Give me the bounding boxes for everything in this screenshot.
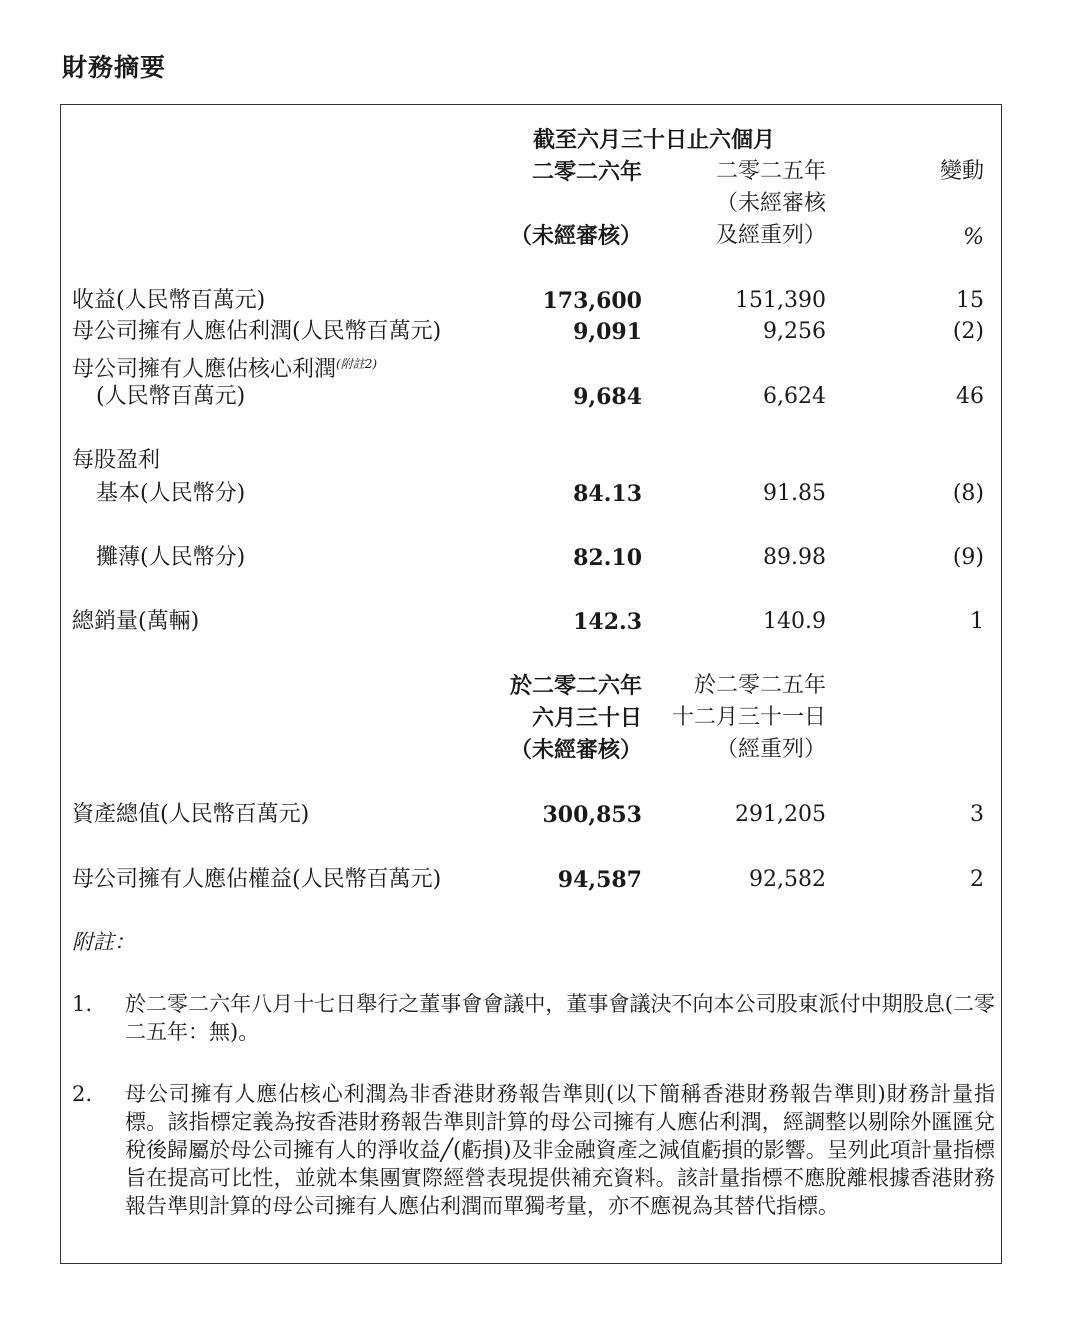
period-header: 截至六月三十日止六個月 — [533, 127, 776, 153]
row-change: 2 — [970, 867, 984, 892]
note-text: 於二零二六年八月十七日舉行之董事會會議中，董事會議決不向本公司股東派付中期股息(二零二五年：無)。 — [125, 992, 995, 1044]
row-value-2025: 89.98 — [763, 545, 826, 570]
notes-heading: 附註： — [72, 930, 135, 954]
header2-2026-l3: （未經審核） — [509, 737, 642, 763]
note-text: 母公司擁有人應佔核心利潤為非香港財務報告準則(以下簡稱香港財務報告準則)財務計量指標。該指標定義為按香港財務報告準則計算的母公司擁有人應佔利潤，經調整以剔除外匯匯兌稅後歸屬於母公司擁有人的淨收益╱(虧損)及非金融資產之減值虧損的影響。呈列此項計量指標旨在提高可比性，並就本集團實際經營表現提供補充資料。該計量指標不應脫離根據香港財務報告準則計算的母公司擁有人應佔利潤而單獨考量，亦不應視為其替代指標。 — [125, 1082, 995, 1218]
section-label-eps: 每股盈利 — [72, 448, 161, 473]
row-label-text: 母公司擁有人應佔核心利潤 — [72, 357, 337, 382]
header-change: 變動 — [939, 159, 984, 184]
header2-2026-l2: 六月三十日 — [531, 705, 642, 731]
row-value-2026: 173,600 — [542, 288, 642, 314]
page-title: 財務摘要 — [62, 53, 167, 82]
note-number: 2. — [72, 1082, 93, 1106]
row-change: 3 — [970, 802, 984, 827]
note-reference: (附註2) — [336, 357, 378, 371]
row-value-2026: 300,853 — [542, 802, 642, 828]
row-value-2025: 140.9 — [763, 609, 826, 634]
row-label: 母公司擁有人應佔權益(人民幣百萬元) — [72, 867, 442, 892]
row-value-2025: 92,582 — [749, 867, 826, 892]
header-2025-unaudited-l2: 及經重列） — [715, 223, 826, 248]
row-value-2026: 82.10 — [573, 545, 642, 571]
header-2025: 二零二五年 — [715, 159, 826, 184]
header-2025-unaudited-l1: （未經審核 — [715, 191, 826, 216]
row-change: (8) — [952, 481, 984, 506]
header-2026: 二零二六年 — [531, 159, 642, 185]
row-value-2025: 91.85 — [763, 481, 826, 506]
row-change: 46 — [956, 384, 984, 409]
row-value-2026: 9,091 — [573, 319, 642, 345]
row-label: 資產總值(人民幣百萬元) — [72, 802, 310, 827]
header2-2025-l3: （經重列） — [715, 737, 826, 762]
row-label: 基本(人民幣分) — [96, 481, 246, 506]
row-value-2025: 9,256 — [763, 319, 826, 344]
row-label-unit: (人民幣百萬元) — [96, 384, 246, 409]
row-label: 母公司擁有人應佔利潤(人民幣百萬元) — [72, 319, 442, 344]
row-value-2025: 151,390 — [735, 288, 826, 313]
row-value-2025: 291,205 — [735, 802, 826, 827]
row-label: 總銷量(萬輛) — [72, 609, 200, 634]
row-label: 收益(人民幣百萬元) — [72, 288, 266, 313]
header2-2025-l1: 於二零二五年 — [693, 673, 826, 698]
row-change: (9) — [952, 545, 984, 570]
row-value-2026: 84.13 — [573, 481, 642, 507]
header2-2025-l2: 十二月三十一日 — [671, 705, 826, 730]
header2-2026-l1: 於二零二六年 — [509, 673, 642, 699]
row-change: (2) — [952, 319, 984, 344]
row-change: 15 — [956, 288, 984, 313]
row-change: 1 — [970, 609, 984, 634]
header-2026-unaudited: （未經審核） — [509, 223, 642, 249]
row-value-2026: 9,684 — [573, 384, 642, 410]
header-percent: % — [963, 225, 984, 250]
row-label — [72, 350, 377, 384]
row-value-2026: 94,587 — [557, 867, 642, 893]
note-number: 1. — [72, 992, 93, 1016]
row-value-2025: 6,624 — [763, 384, 826, 409]
row-value-2026: 142.3 — [573, 609, 642, 635]
row-label: 攤薄(人民幣分) — [96, 545, 246, 570]
